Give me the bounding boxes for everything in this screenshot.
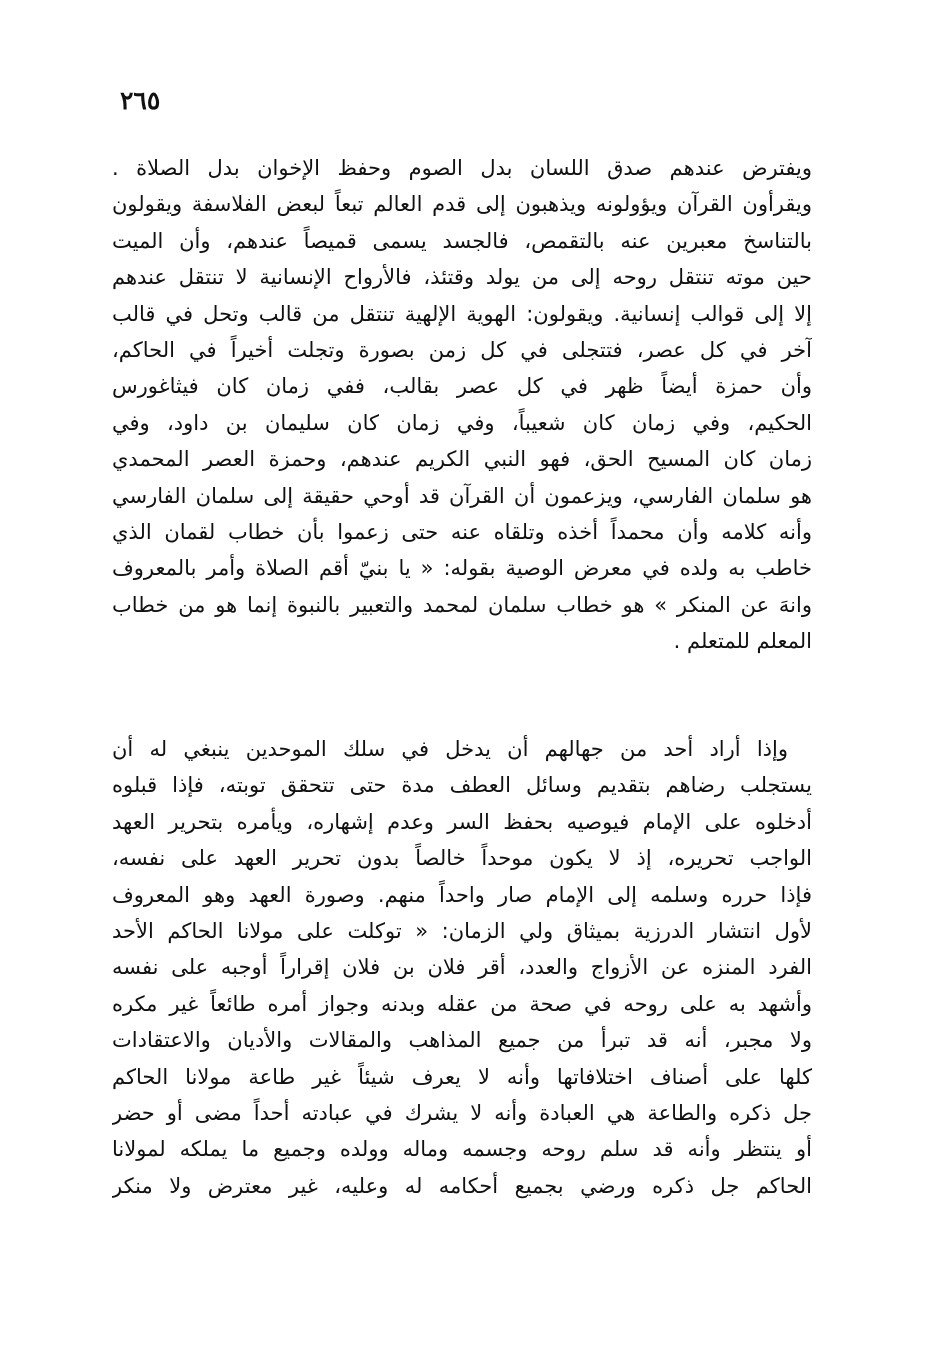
text-line: وأن حمزة أيضاً ظهر في كل عصر بقالب، ففي زمان كان فيثاغورس [112, 374, 812, 399]
text-line: أدخلوه على الإمام فيوصيه بحفظ السر وعدم إشهاره، ويأمره بتحرير العهد [112, 809, 812, 834]
text-line: الفرد المنزه عن الأزواج والعدد، أقر فلان بن فلان إقراراً أوجبه على نفسه [112, 955, 812, 980]
page-number: ٢٦٥ [120, 86, 161, 115]
text-line: وإذا أراد أحد من جهالهم أن يدخل في سلك الموحدين ينبغي له أن [112, 737, 788, 761]
paragraph-1 [112, 150, 812, 659]
text-line: ولا مجبر، أنه قد تبرأ من جميع المذاهب والمقالات والأديان والاعتقادات [112, 1028, 812, 1053]
text-line: يستجلب رضاهم بتقديم وسائل العطف مدة حتى تتحقق توبته، فإذا قبلوه [112, 773, 812, 798]
text-line: وأشهد به على روحه في صحة من عقله وبدنه وجواز أمره طائعاً غير مكره [112, 991, 812, 1016]
text-line: وانهَ عن المنكر » هو خطاب سلمان لمحمد والتعبير بالنبوة إنما هو من خطاب [112, 592, 812, 617]
text-line: حين موته تنتقل روحه إلى من يولد وقتئذ، فالأرواح الإنسانية لا تنتقل عندهم [112, 265, 812, 290]
text-line: ويقرأون القرآن ويؤولونه ويذهبون إلى قدم العالم تبعاً لبعض الفلاسفة ويقولون [112, 192, 812, 217]
text-line: أو ينتظر وأنه قد سلم روحه وجسمه وماله وولده وجميع ما يملكه لمولانا [112, 1137, 812, 1162]
text-line: وأنه كلامه وأن محمداً أخذه وتلقاه عنه حتى زعموا بأن خطاب لقمان الذي [112, 519, 812, 544]
text-line: فإذا حرره وسلمه إلى الإمام صار واحداً منهم. وصورة العهد وهو المعروف [112, 882, 812, 907]
text-line: الواجب تحريره، إذ لا يكون موحداً خالصاً بدون تحرير العهد على نفسه، [112, 846, 812, 871]
text-line: المعلم للمتعلم . [673, 629, 812, 654]
text-line: جل ذكره والطاعة هي العبادة وأنه لا يشرك في عبادته أحداً مضى أو حضر [112, 1100, 812, 1125]
text-line: إلا إلى قوالب إنسانية. ويقولون: الهوية الإلهية تنتقل من قالب وتحل في قالب [112, 301, 812, 326]
text-line: كلها على أصناف اختلافاتها وأنه لا يعرف شيئاً غير طاعة مولانا الحاكم [112, 1064, 812, 1089]
text-line: ويفترض عندهم صدق اللسان بدل الصوم وحفظ الإخوان بدل الصلاة . [112, 156, 812, 180]
text-line: زمان كان المسيح الحق، فهو النبي الكريم عندهم، وحمزة العصر المحمدي [112, 447, 812, 472]
text-line: الحاكم جل ذكره ورضي بجميع أحكامه له وعليه، غير معترض ولا منكر [112, 1173, 812, 1198]
text-line: آخر في كل عصر، فتتجلى في كل زمن بصورة وتجلت أخيراً في الحاكم، [112, 337, 812, 362]
text-line: خاطب به ولده في معرض الوصية بقوله: « يا بنيّ أقم الصلاة وأمر بالمعروف [112, 556, 812, 581]
text-line: هو سلمان الفارسي، ويزعمون أن القرآن قد أوحي حقيقة إلى سلمان الفارسي [112, 483, 812, 508]
paragraph-2 [112, 731, 812, 1204]
text-line: بالتناسخ معبرين عنه بالتقمص، فالجسد يسمى قميصاً عندهم، وأن الميت [112, 228, 812, 253]
text-line: لأول انتشار الدرزية بميثاق ولي الزمان: « توكلت على مولانا الحاكم الأحد [112, 918, 812, 943]
text-line: الحكيم، وفي زمان كان شعيباً، وفي زمان كان سليمان بن داود، وفي [112, 410, 812, 435]
